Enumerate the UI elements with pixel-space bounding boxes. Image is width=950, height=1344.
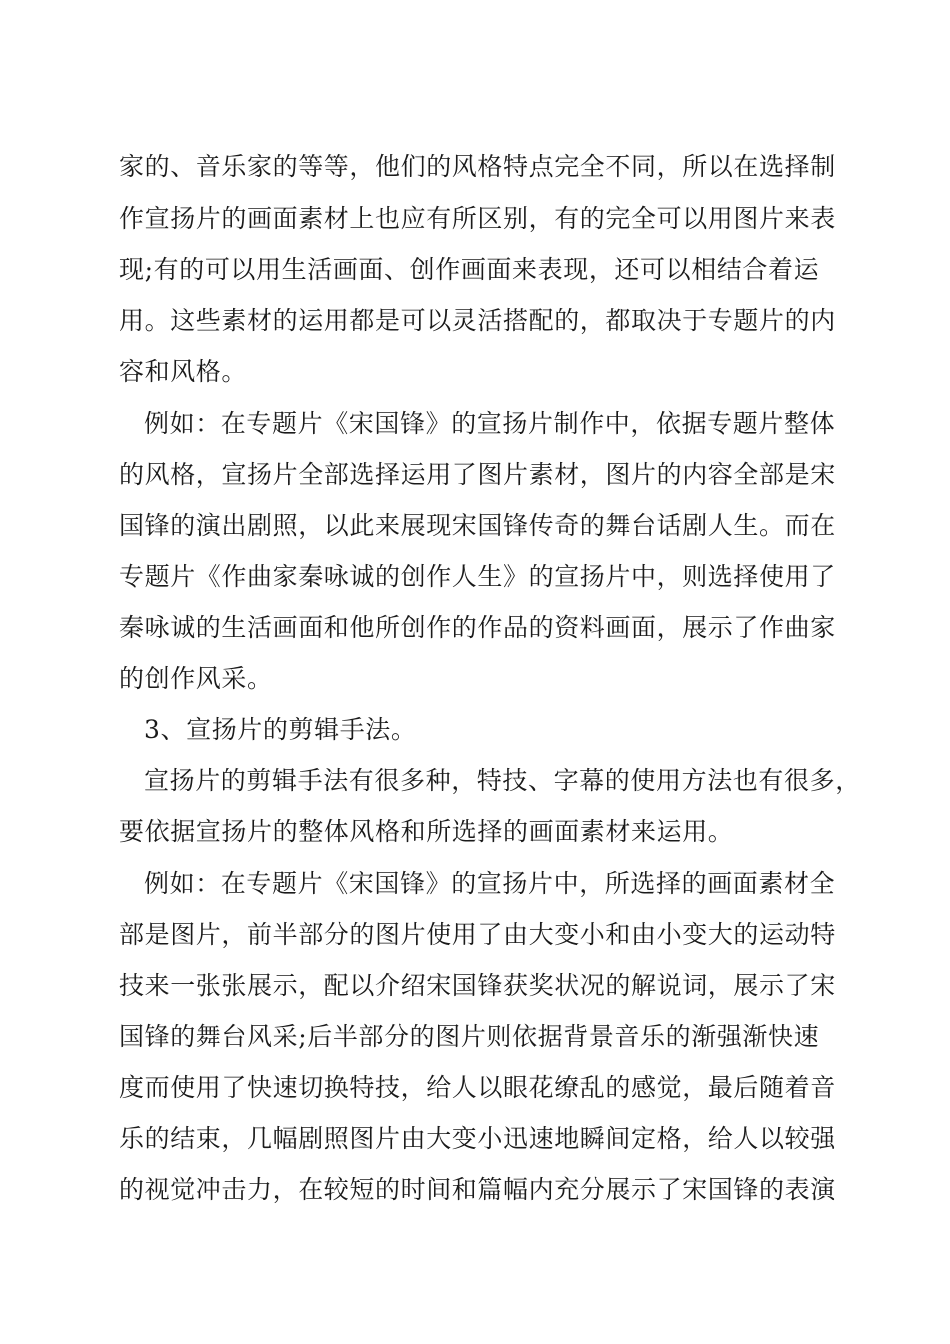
section-heading: 3、宣扬片的剪辑手法。 bbox=[144, 715, 417, 744]
text-line-11: 的创作风采。 bbox=[119, 664, 273, 693]
text-line-21: 的视觉冲击力，在较短的时间和篇幅内充分展示了宋国锋的表演 bbox=[119, 1175, 836, 1204]
text-line-9: 专题片《作曲家秦咏诚的创作人生》的宣扬片中，则选择使用了 bbox=[119, 562, 836, 591]
text-line-10: 秦咏诚的生活画面和他所创作的作品的资料画面，展示了作曲家 bbox=[119, 613, 836, 642]
text-line-5: 容和风格。 bbox=[119, 357, 248, 386]
text-line-2: 作宣扬片的画面素材上也应有所区别，有的完全可以用图片来表 bbox=[119, 204, 836, 233]
text-line-7: 的风格，宣扬片全部选择运用了图片素材，图片的内容全部是宋 bbox=[119, 460, 836, 489]
text-line-14: 要依据宣扬片的整体风格和所选择的画面素材来运用。 bbox=[119, 817, 734, 846]
paragraph-example-1-start: 例如：在专题片《宋国锋》的宣扬片制作中，依据专题片整体 bbox=[144, 409, 836, 438]
text-line-3: 现;有的可以用生活画面、创作画面来表现，还可以相结合着运 bbox=[119, 255, 820, 284]
text-line-8: 国锋的演出剧照，以此来展现宋国锋传奇的舞台话剧人生。而在 bbox=[119, 511, 836, 540]
paragraph-editing-start: 宣扬片的剪辑手法有很多种，特技、字幕的使用方法也有很多， bbox=[144, 766, 861, 795]
text-line-1: 家的、音乐家的等等，他们的风格特点完全不同，所以在选择制 bbox=[119, 152, 836, 181]
text-line-18: 国锋的舞台风采;后半部分的图片则依据背景音乐的渐强渐快速 bbox=[119, 1022, 820, 1051]
text-line-19: 度而使用了快速切换特技，给人以眼花缭乱的感觉，最后随着音 bbox=[119, 1073, 836, 1102]
text-line-20: 乐的结束，几幅剧照图片由大变小迅速地瞬间定格，给人以较强 bbox=[119, 1124, 836, 1153]
text-line-16: 部是图片，前半部分的图片使用了由大变小和由小变大的运动特 bbox=[119, 920, 836, 949]
paragraph-example-2-start: 例如：在专题片《宋国锋》的宣扬片中，所选择的画面素材全 bbox=[144, 869, 836, 898]
text-line-4: 用。这些素材的运用都是可以灵活搭配的，都取决于专题片的内 bbox=[119, 306, 836, 335]
text-line-17: 技来一张张展示，配以介绍宋国锋获奖状况的解说词，展示了宋 bbox=[119, 971, 836, 1000]
